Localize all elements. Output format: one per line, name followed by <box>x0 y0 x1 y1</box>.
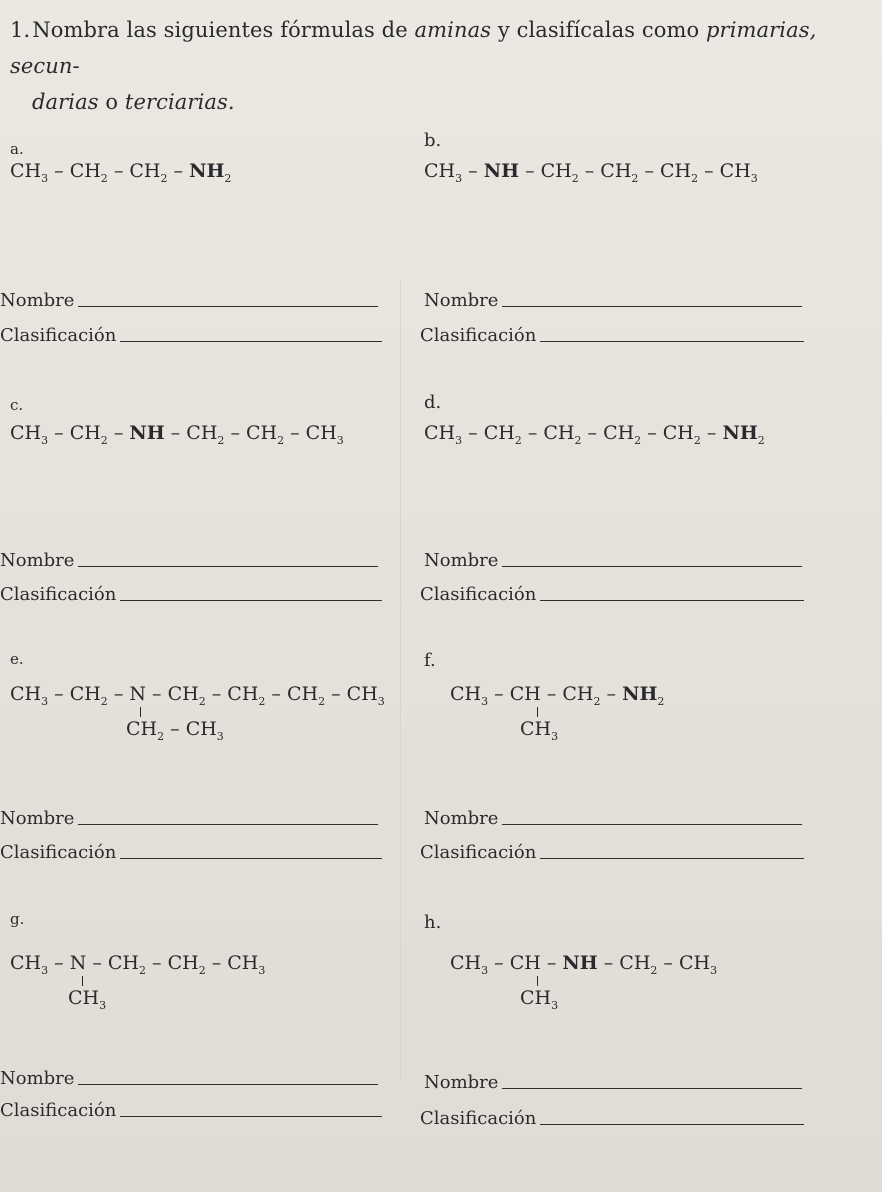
item-f-nombre-field[interactable]: Nombre <box>424 808 802 829</box>
item-a-formula: $CH_3 - CH_2 - CH_2 - NH_2$ <box>10 160 232 185</box>
item-e-formula: $CH_3 - CH_2$ – N – $CH_2 - CH_2 - CH_2 - CH_3$ <box>10 683 385 708</box>
item-d-formula: $CH_3 - CH_2 - CH_2 - CH_2 - CH_2 - NH_2$ <box>424 422 765 447</box>
item-f-formula: $CH_3$ – CH – $CH_2 - NH_2$ <box>450 683 665 708</box>
column-divider <box>400 280 401 1080</box>
exercise-number: 1. <box>10 18 31 42</box>
item-h-formula: $CH_3$ – CH – NH – $CH_2 - CH_3$ <box>450 952 718 977</box>
item-h-branch: $CH_3$ <box>520 987 559 1012</box>
item-d-clasificacion-field[interactable]: Clasificación <box>420 584 804 605</box>
item-f-branch: $CH_3$ <box>520 718 559 743</box>
item-h-clasificacion-field[interactable]: Clasificación <box>420 1108 804 1129</box>
item-g-branch-bond <box>82 976 83 986</box>
item-h-label: h. <box>424 912 442 933</box>
item-e-nombre-field[interactable]: Nombre <box>0 808 378 829</box>
item-c-nombre-field[interactable]: Nombre <box>0 550 378 571</box>
item-g-clasificacion-field[interactable]: Clasificación <box>0 1100 382 1121</box>
item-h-nombre-field[interactable]: Nombre <box>424 1072 802 1093</box>
item-b-formula: $CH_3$ – NH – $CH_2 - CH_2 - CH_2 - CH_3$ <box>424 160 758 185</box>
item-g-nombre-field[interactable]: Nombre <box>0 1068 378 1089</box>
exercise-instruction: 1.Nombra las siguientes fórmulas de aminas y clasifícalas como primarias, secun- darias o terciarias. <box>10 18 817 114</box>
item-g-formula: $CH_3$ – N – $CH_2 - CH_2 - CH_3$ <box>10 952 266 977</box>
item-d-nombre-field[interactable]: Nombre <box>424 550 802 571</box>
item-h-branch-bond <box>537 976 538 986</box>
item-c-formula: $CH_3 - CH_2$ – NH – $CH_2 - CH_2 - CH_3$ <box>10 422 344 447</box>
item-d-label: d. <box>424 392 442 413</box>
item-c-label: c. <box>10 396 24 414</box>
item-e-branch-bond <box>140 707 141 717</box>
item-f-branch-bond <box>537 707 538 717</box>
item-e-branch: $CH_2 - CH_3$ <box>126 718 224 743</box>
item-a-label: a. <box>10 140 24 158</box>
item-c-clasificacion-field[interactable]: Clasificación <box>0 584 382 605</box>
item-b-label: b. <box>424 130 442 151</box>
item-g-branch: $CH_3$ <box>68 987 107 1012</box>
item-b-clasificacion-field[interactable]: Clasificación <box>420 325 804 346</box>
item-a-nombre-field[interactable]: Nombre <box>0 290 378 311</box>
item-b-nombre-field[interactable]: Nombre <box>424 290 802 311</box>
item-f-label: f. <box>424 650 436 671</box>
item-g-label: g. <box>10 910 25 928</box>
item-e-label: e. <box>10 650 24 668</box>
item-e-clasificacion-field[interactable]: Clasificación <box>0 842 382 863</box>
item-f-clasificacion-field[interactable]: Clasificación <box>420 842 804 863</box>
item-a-clasificacion-field[interactable]: Clasificación <box>0 325 382 346</box>
